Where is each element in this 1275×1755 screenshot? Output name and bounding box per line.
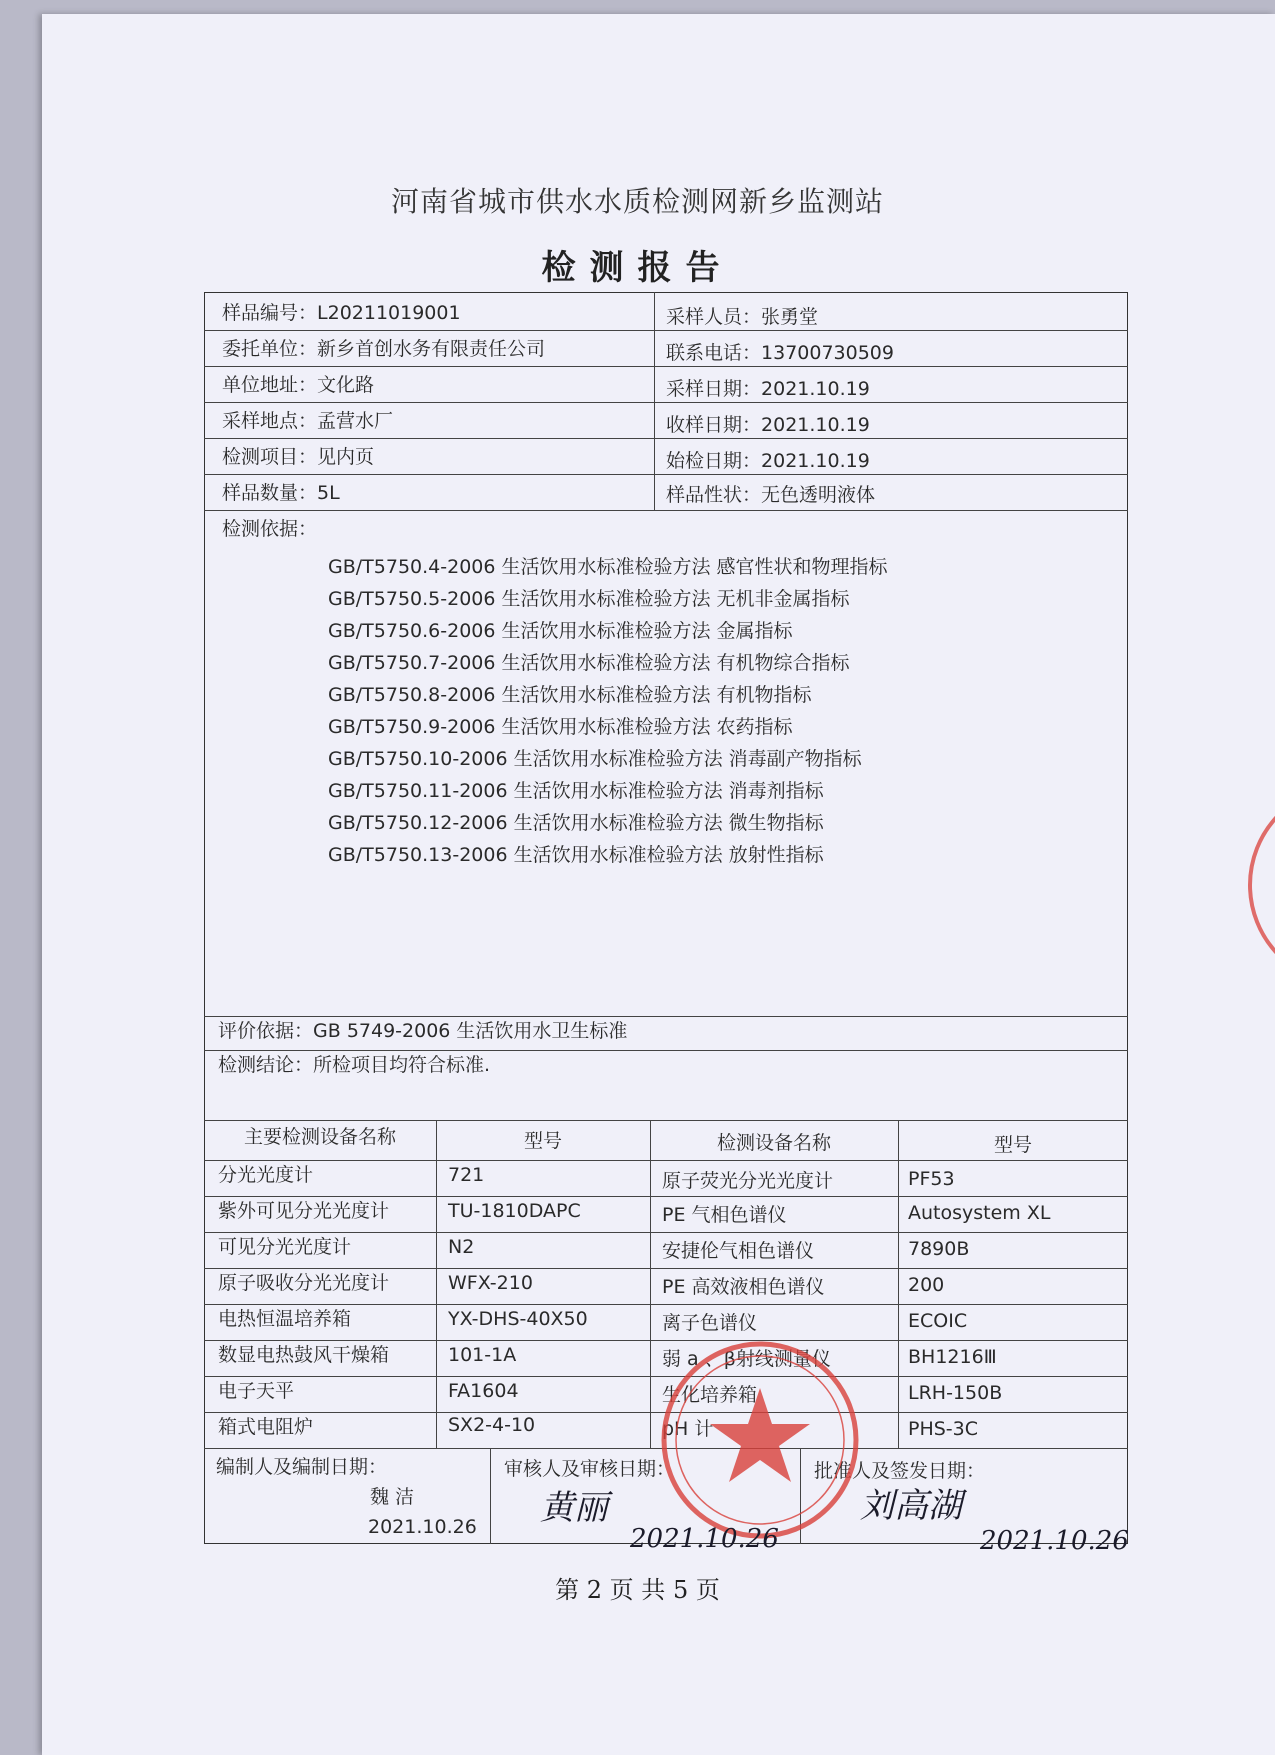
quantity-value: 5L	[317, 482, 340, 504]
nature-value: 无色透明液体	[761, 484, 876, 506]
phone-field	[666, 338, 894, 365]
start-date-value: 2021.10.19	[761, 450, 870, 472]
location-field	[222, 406, 393, 433]
equip-model: LRH-150B	[908, 1382, 1003, 1404]
equip-model: YX-DHS-40X50	[448, 1308, 588, 1330]
compiler-date: 2021.10.26	[368, 1516, 477, 1538]
equip-model: FA1604	[448, 1380, 519, 1402]
equip-model: Autosystem XL	[908, 1202, 1051, 1224]
basis-line: GB/T5750.10-2006 生活饮用水标准检验方法 消毒副产物指标	[328, 748, 862, 770]
receive-date-field	[666, 410, 870, 437]
equip-model: N2	[448, 1236, 475, 1258]
reviewer-label: 审核人及审核日期：	[504, 1458, 676, 1480]
start-date-field	[666, 446, 870, 473]
phone-label: 联系电话：	[666, 342, 762, 364]
sampler-label: 采样人员：	[666, 306, 762, 328]
quantity-field	[222, 478, 340, 505]
basis-line: GB/T5750.12-2006 生活饮用水标准检验方法 微生物指标	[328, 812, 824, 834]
items-label: 检测项目：	[222, 446, 318, 468]
evaluation-field	[218, 1016, 627, 1043]
equip-name: 分光光度计	[218, 1164, 314, 1186]
approver-date-handwritten: 2021.10.26	[980, 1526, 1129, 1556]
equip-model: ECOIC	[908, 1310, 968, 1332]
equip-name: 可见分光光度计	[218, 1236, 352, 1258]
evaluation-value: GB 5749-2006 生活饮用水卫生标准	[313, 1020, 628, 1042]
items-field	[222, 442, 374, 469]
equip-name: PE 高效液相色谱仪	[662, 1276, 825, 1298]
location-value: 孟营水厂	[317, 410, 394, 432]
client-field	[222, 334, 545, 361]
equip-name: 生化培养箱	[662, 1384, 758, 1406]
equip-model: WFX-210	[448, 1272, 533, 1294]
sampling-date-field	[666, 374, 870, 401]
equip-model: PHS-3C	[908, 1418, 979, 1440]
phone-value: 13700730509	[761, 342, 894, 364]
equip-name: 电热恒温培养箱	[218, 1308, 352, 1330]
equip-name: 数显电热鼓风干燥箱	[218, 1344, 390, 1366]
nature-field	[666, 480, 875, 507]
sample-no-label: 样品编号：	[222, 302, 318, 324]
equip-header-name2: 检测设备名称	[716, 1132, 831, 1154]
equip-model: TU-1810DAPC	[448, 1200, 581, 1222]
reviewer-signature: 黄丽	[540, 1488, 608, 1528]
address-value: 文化路	[317, 374, 375, 396]
basis-label: 检测依据：	[222, 518, 318, 540]
organization-title: 河南省城市供水水质检测网新乡监测站	[390, 185, 884, 218]
equip-name: 电子天平	[218, 1380, 295, 1402]
basis-line: GB/T5750.7-2006 生活饮用水标准检验方法 有机物综合指标	[328, 652, 850, 674]
equip-name: PE 气相色谱仪	[662, 1204, 787, 1226]
basis-line: GB/T5750.5-2006 生活饮用水标准检验方法 无机非金属指标	[328, 588, 850, 610]
equip-model: BH1216Ⅲ	[908, 1346, 997, 1368]
conclusion-field	[218, 1050, 490, 1077]
conclusion-value: 所检项目均符合标准.	[313, 1054, 491, 1076]
sampling-date-label: 采样日期：	[666, 378, 762, 400]
equip-name: 安捷伦气相色谱仪	[662, 1240, 815, 1262]
evaluation-label: 评价依据：	[218, 1020, 314, 1042]
nature-label: 样品性状：	[666, 484, 762, 506]
start-date-label: 始检日期：	[666, 450, 762, 472]
equip-name: 紫外可见分光光度计	[218, 1200, 390, 1222]
location-label: 采样地点：	[222, 410, 318, 432]
equip-model: 7890B	[908, 1238, 970, 1260]
report-title: 检测报告	[541, 248, 734, 288]
conclusion-label: 检测结论：	[218, 1054, 314, 1076]
sample-no-value: L20211019001	[317, 302, 461, 324]
client-label: 委托单位：	[222, 338, 318, 360]
official-seal-center	[650, 1330, 870, 1550]
sampler-field	[666, 302, 818, 329]
equip-model: 101-1A	[448, 1344, 517, 1366]
official-seal-right-edge	[1230, 770, 1275, 1000]
reviewer-date-handwritten: 2021.10.26	[630, 1524, 779, 1554]
equip-model: 200	[908, 1274, 945, 1296]
equip-header-name1: 主要检测设备名称	[243, 1126, 396, 1148]
receive-date-value: 2021.10.19	[761, 414, 870, 436]
receive-date-label: 收样日期：	[666, 414, 762, 436]
equip-model: PF53	[908, 1168, 955, 1190]
approver-signature: 刘高湖	[860, 1486, 962, 1526]
equip-name: 箱式电阻炉	[218, 1416, 314, 1438]
equip-model: 721	[448, 1164, 485, 1186]
approver-label: 批准人及签发日期：	[814, 1460, 986, 1482]
items-value: 见内页	[317, 446, 375, 468]
equip-header-model1: 型号	[523, 1130, 562, 1152]
equip-name: 离子色谱仪	[662, 1312, 758, 1334]
basis-line: GB/T5750.11-2006 生活饮用水标准检验方法 消毒剂指标	[328, 780, 824, 802]
address-field	[222, 370, 374, 397]
equip-name: 原子吸收分光光度计	[218, 1272, 390, 1294]
compiler-label: 编制人及编制日期：	[216, 1456, 388, 1478]
equip-name: pH 计	[662, 1418, 714, 1440]
equip-model: SX2-4-10	[448, 1414, 536, 1436]
basis-line: GB/T5750.4-2006 生活饮用水标准检验方法 感官性状和物理指标	[328, 556, 888, 578]
basis-line: GB/T5750.13-2006 生活饮用水标准检验方法 放射性指标	[328, 844, 824, 866]
sampling-date-value: 2021.10.19	[761, 378, 870, 400]
equip-header-model2: 型号	[993, 1134, 1032, 1156]
equip-name: 原子荧光分光光度计	[662, 1170, 834, 1192]
page-number: 第 2 页 共 5 页	[555, 1576, 720, 1604]
sampler-value: 张勇堂	[761, 306, 819, 328]
basis-line: GB/T5750.9-2006 生活饮用水标准检验方法 农药指标	[328, 716, 793, 738]
basis-line: GB/T5750.6-2006 生活饮用水标准检验方法 金属指标	[328, 620, 793, 642]
basis-line: GB/T5750.8-2006 生活饮用水标准检验方法 有机物指标	[328, 684, 812, 706]
equip-name: 弱 a 、β射线测量仪	[662, 1348, 831, 1370]
compiler-name: 魏 洁	[370, 1486, 415, 1508]
client-value: 新乡首创水务有限责任公司	[317, 338, 546, 360]
sample-no-field	[222, 298, 461, 325]
quantity-label: 样品数量：	[222, 482, 318, 504]
address-label: 单位地址：	[222, 374, 318, 396]
